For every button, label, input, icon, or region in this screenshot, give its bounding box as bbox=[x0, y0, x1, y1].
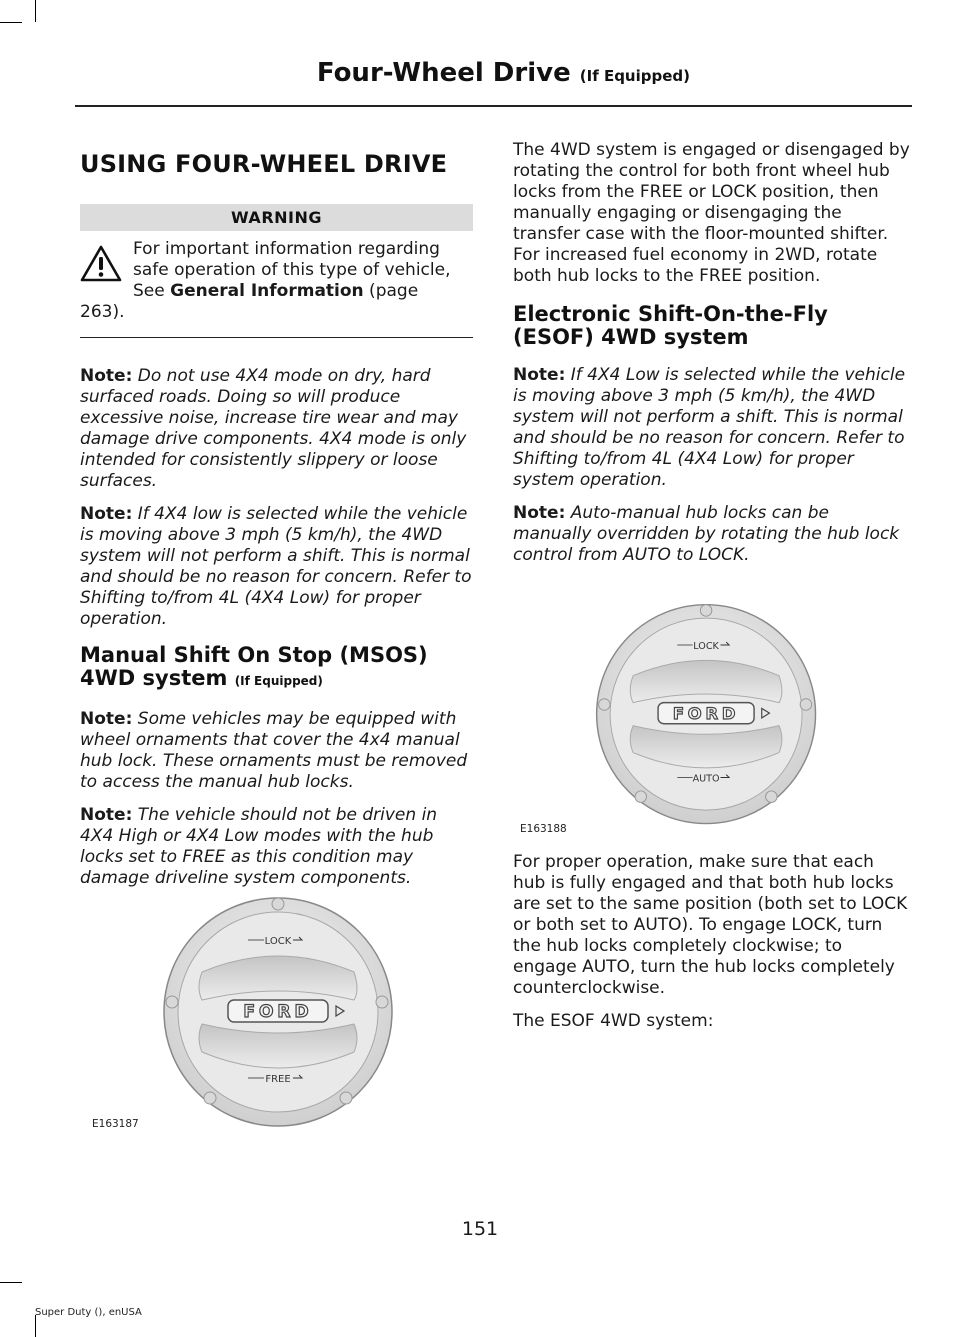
hub-lock-dial-illustration bbox=[150, 890, 410, 1140]
note-label: Note: bbox=[80, 805, 133, 825]
warning-line: 263). bbox=[80, 302, 125, 322]
warning-box bbox=[80, 239, 473, 338]
ford-logo-text: FORD bbox=[243, 1002, 313, 1022]
page-number: 151 bbox=[461, 1218, 499, 1240]
hub-lock-figure-auto bbox=[520, 597, 878, 842]
subheading-esof: Electronic Shift-On-the-Fly (ESOF) 4WD system bbox=[513, 302, 828, 349]
left-column bbox=[80, 140, 473, 901]
note-paragraph bbox=[80, 366, 473, 492]
crop-mark bbox=[35, 1315, 36, 1337]
note-paragraph bbox=[80, 805, 473, 889]
note-label: Note: bbox=[80, 504, 133, 524]
page-header-title bbox=[317, 58, 690, 88]
section-title: USING FOUR-WHEEL DRIVE bbox=[80, 150, 448, 178]
auto-label: AUTO bbox=[692, 773, 720, 785]
header-divider bbox=[75, 105, 912, 107]
footer-text: Super Duty (), enUSA bbox=[35, 1307, 142, 1318]
note-label: Note: bbox=[513, 365, 566, 385]
right-column-lower bbox=[513, 852, 910, 1044]
lock-label: LOCK bbox=[693, 640, 719, 652]
esof-intro-paragraph: The ESOF 4WD system: bbox=[513, 1011, 714, 1031]
warning-triangle-icon bbox=[80, 245, 122, 283]
warning-line bbox=[80, 281, 473, 302]
figure-code: E163187 bbox=[92, 1118, 139, 1130]
free-label: FREE bbox=[265, 1074, 291, 1085]
intro-paragraph: The 4WD system is engaged or disengaged by rotating the control for both front wheel hub locks from the FREE or LOCK position, then manually engaging or disengaging the transfer case with the floor-mounted shifter. For increased fuel economy in 2WD, rotate both hub locks to the FREE position. bbox=[513, 140, 910, 286]
warning-text: See bbox=[133, 281, 171, 301]
warning-label: WARNING bbox=[80, 204, 473, 231]
operation-paragraph: For proper operation, make sure that each hub is fully engaged and that both hub locks are set to the same position (both set to LOCK or both set to AUTO). To engage LOCK, turn the hub locks completely clockwise; to engage AUTO, turn the hub locks completely counterclockwise. bbox=[513, 852, 908, 998]
right-column bbox=[513, 140, 910, 578]
figure-code: E163188 bbox=[520, 823, 567, 835]
note-paragraph bbox=[80, 709, 473, 793]
subheading-suffix: (If Equipped) bbox=[234, 674, 323, 688]
ford-logo-text: FORD bbox=[672, 703, 740, 723]
note-text: If 4X4 low is selected while the vehicle is moving above 3 mph (5 km/h), the 4WD system will not perform a shift. This is normal and should be no reason for concern. Refer to Shifting to/from 4L (4X4 Low) for proper operation. bbox=[80, 504, 472, 629]
note-label: Note: bbox=[80, 366, 133, 386]
warning-line: safe operation of this type of vehicle, bbox=[133, 260, 451, 280]
note-text: The vehicle should not be driven in 4X4 High or 4X4 Low modes with the hub locks set to FREE as this condition may damage driveline system components. bbox=[80, 805, 438, 888]
note-paragraph bbox=[80, 504, 473, 630]
lock-label: LOCK bbox=[264, 936, 292, 947]
note-text: Do not use 4X4 mode on dry, hard surfaced roads. Doing so will produce excessive noise, increase tire wear and may damage drive components. 4X4 mode is only intended for consistently slippery or loose surfaces. bbox=[80, 366, 467, 491]
general-information-link[interactable]: General Information bbox=[170, 281, 364, 301]
note-text: Some vehicles may be equipped with wheel ornaments that cover the 4x4 manual hub lock. These ornaments must be removed to access the manual hub locks. bbox=[80, 709, 468, 792]
warning-line: For important information regarding bbox=[133, 239, 440, 259]
note-label: Note: bbox=[80, 709, 133, 729]
note-text: Auto-manual hub locks can be manually overridden by rotating the hub lock control from AUTO to LOCK. bbox=[513, 503, 900, 565]
header-title-text: Four-Wheel Drive bbox=[316, 58, 571, 88]
crop-mark bbox=[0, 1282, 22, 1283]
note-text: If 4X4 Low is selected while the vehicle is moving above 3 mph (5 km/h), the 4WD system will not perform a shift. This is normal and should be no reason for concern. Refer to Shifting to/from 4L (4X4 Low) for proper system operation. bbox=[513, 365, 906, 490]
crop-mark bbox=[0, 22, 22, 23]
note-label: Note: bbox=[513, 503, 566, 523]
subheading-msos bbox=[80, 644, 473, 693]
header-title-suffix: (If Equipped) bbox=[579, 67, 690, 85]
warning-text: (page bbox=[363, 281, 419, 301]
crop-mark bbox=[35, 0, 36, 22]
subheading-text: Manual Shift On Stop (MSOS) 4WD system bbox=[80, 643, 428, 690]
note-paragraph bbox=[513, 503, 910, 566]
hub-lock-dial-illustration bbox=[583, 597, 833, 837]
note-paragraph bbox=[513, 365, 910, 491]
hub-lock-figure-free bbox=[92, 890, 440, 1150]
